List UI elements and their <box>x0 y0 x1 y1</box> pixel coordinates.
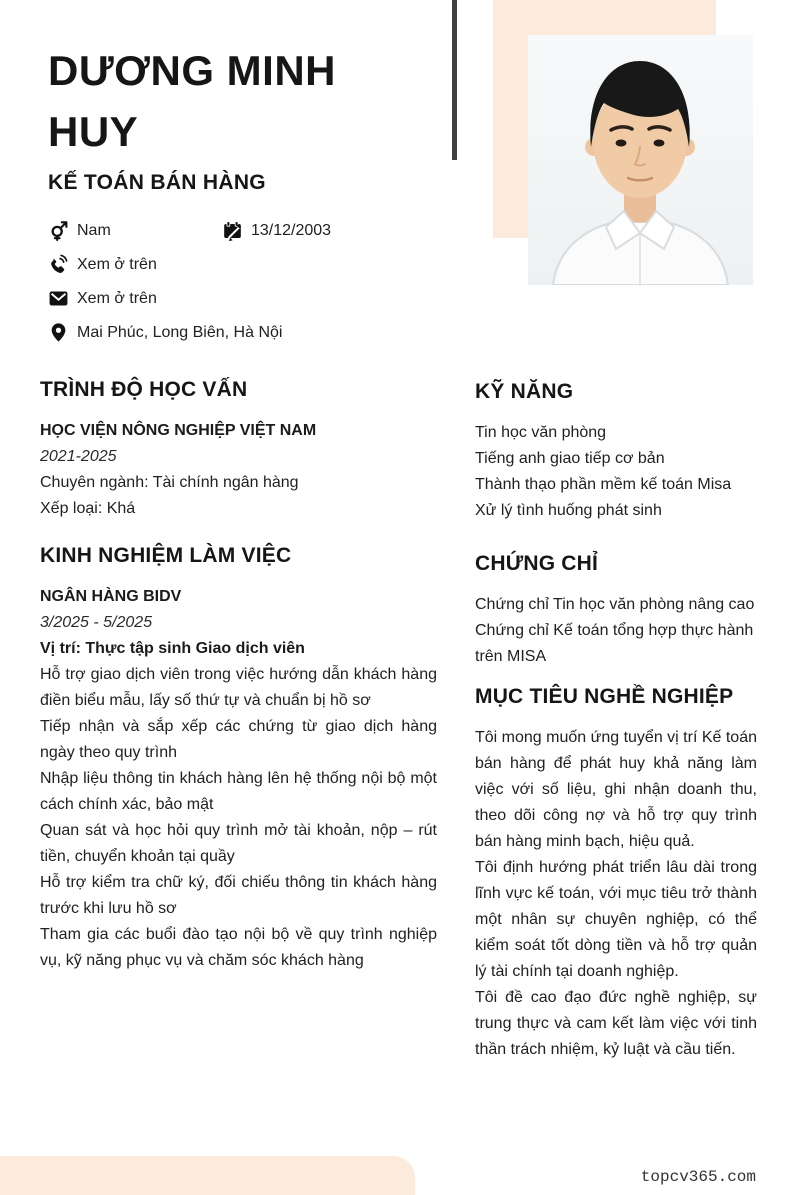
gender-icon <box>48 220 69 241</box>
skill-item: Thành thạo phần mềm kế toán Misa <box>475 476 732 493</box>
contact-row <box>48 288 440 309</box>
contact-row <box>48 254 440 275</box>
location-icon <box>48 322 69 343</box>
phone-value: Xem ở trên <box>77 255 157 273</box>
skill-item: Tin học văn phòng <box>475 424 607 441</box>
contact-row <box>48 322 440 343</box>
birthdate-value: 13/12/2003 <box>251 221 332 239</box>
experience-position: Vị trí: Thực tập sinh Giao dịch viên <box>40 640 305 657</box>
contact-row <box>48 220 440 241</box>
experience-company: NGÂN HÀNG BIDV <box>40 588 182 605</box>
calendar-edit-icon <box>222 220 243 241</box>
address-value: Mai Phúc, Long Biên, Hà Nội <box>77 323 283 341</box>
portrait-illustration <box>528 35 753 285</box>
right-column <box>475 380 757 1063</box>
contact-email <box>48 288 157 309</box>
contact-phone <box>48 254 157 275</box>
objective-paragraph: Tôi định hướng phát triển lâu dài trong lĩnh vực kế toán, với mục tiêu trở thành một nhân sự chuyên nghiệp, có thể kiểm soát tốt dòng tiền và hỗ trợ quản lý tài chính tại doanh nghiệp. <box>475 859 757 980</box>
email-value: Xem ở trên <box>77 289 157 307</box>
education-period: 2021-2025 <box>40 448 117 465</box>
experience-duty: Tiếp nhận và sắp xếp các chứng từ giao dịch hàng ngày theo quy trình <box>40 718 437 761</box>
job-title: KẾ TOÁN BÁN HÀNG <box>48 171 266 194</box>
certificates-heading: CHỨNG CHỈ <box>475 552 599 575</box>
experience-duty: Hỗ trợ kiểm tra chữ ký, đối chiếu thông tin khách hàng trước khi lưu hồ sơ <box>40 874 437 917</box>
contact-gender <box>48 220 222 241</box>
objective-paragraph: Tôi mong muốn ứng tuyển vị trí Kế toán bán hàng để phát huy khả năng làm việc với số liệu, ghi nhận doanh thu, theo dõi công nợ và hỗ trợ quy trình bán hàng minh bạch, hiệu quả. <box>475 729 757 850</box>
gender-value: Nam <box>77 221 111 239</box>
experience-duty: Quan sát và học hỏi quy trình mở tài khoản, nộp – rút tiền, chuyển khoản tại quầy <box>40 822 437 865</box>
education-school: HỌC VIỆN NÔNG NGHIỆP VIỆT NAM <box>40 422 317 439</box>
experience-duty: Hỗ trợ giao dịch viên trong việc hướng dẫn khách hàng điền biểu mẫu, lấy số thứ tự và chuẩn bị hồ sơ <box>40 666 437 709</box>
footer-brand: topcv365.com <box>640 1168 756 1186</box>
contact-info <box>48 220 440 343</box>
experience-duty: Tham gia các buổi đào tạo nội bộ về quy trình nghiệp vụ, kỹ năng phục vụ và chăm sóc khách hàng <box>40 926 437 969</box>
objective-heading: MỤC TIÊU NGHỀ NGHIỆP <box>475 685 734 708</box>
experience-duty: Nhập liệu thông tin khách hàng lên hệ thống nội bộ một cách chính xác, bảo mật <box>40 770 437 813</box>
experience-heading: KINH NGHIỆM LÀM VIỆC <box>40 544 292 567</box>
certificate-item: Chứng chỉ Kế toán tổng hợp thực hành trên MISA <box>475 622 754 665</box>
contact-address <box>48 322 282 343</box>
education-grade: Xếp loại: Khá <box>40 500 136 517</box>
skill-item: Tiếng anh giao tiếp cơ bản <box>475 450 665 467</box>
contact-birthdate <box>222 220 331 241</box>
header-divider-line <box>452 0 457 160</box>
profile-photo <box>528 35 753 285</box>
education-major: Chuyên ngành: Tài chính ngân hàng <box>40 474 299 491</box>
candidate-name: DƯƠNG MINH HUY <box>48 47 336 155</box>
skill-item: Xử lý tình huống phát sinh <box>475 502 662 519</box>
header <box>48 40 440 356</box>
phone-icon <box>48 254 69 275</box>
left-column <box>40 378 437 974</box>
experience-period: 3/2025 - 5/2025 <box>40 614 153 631</box>
skills-heading: KỸ NĂNG <box>475 380 574 403</box>
objective-paragraph: Tôi đề cao đạo đức nghề nghiệp, sự trung thực và cam kết làm việc với tinh thần trách nhiệm, kỷ luật và cầu tiến. <box>475 989 757 1058</box>
certificate-item: Chứng chỉ Tin học văn phòng nâng cao <box>475 596 755 613</box>
mail-icon <box>48 288 69 309</box>
education-heading: TRÌNH ĐỘ HỌC VẤN <box>40 378 248 401</box>
footer-accent-block <box>0 1156 415 1195</box>
